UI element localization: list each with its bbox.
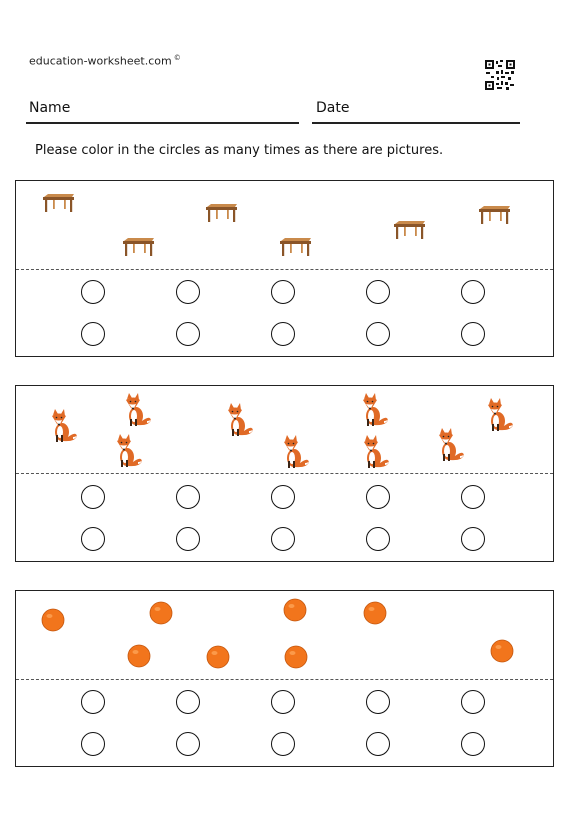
- orange-icon: [206, 645, 230, 673]
- name-label: Name: [29, 100, 71, 116]
- answer-circle[interactable]: [81, 732, 105, 756]
- orange-icon: [284, 645, 308, 673]
- answer-circle[interactable]: [81, 485, 105, 509]
- answer-circle[interactable]: [366, 322, 390, 346]
- fox-icon: [436, 427, 466, 467]
- fox-icon: [281, 434, 311, 474]
- divider: [16, 473, 553, 474]
- site-name: [29, 54, 181, 68]
- site-name-text: education-worksheet.com: [29, 54, 172, 68]
- answer-circle[interactable]: [461, 322, 485, 346]
- answer-circle[interactable]: [461, 485, 485, 509]
- instructions: Please color in the circles as many times as there are pictures.: [35, 143, 444, 158]
- answer-circle[interactable]: [461, 527, 485, 551]
- answer-circle[interactable]: [271, 732, 295, 756]
- answer-circle[interactable]: [81, 322, 105, 346]
- answer-circle[interactable]: [271, 485, 295, 509]
- orange-icon: [127, 644, 151, 672]
- fox-icon: [114, 433, 144, 473]
- divider: [16, 269, 553, 270]
- table-icon: [42, 193, 76, 217]
- fox-icon: [485, 397, 515, 437]
- name-field[interactable]: [26, 122, 299, 124]
- answer-circle[interactable]: [461, 732, 485, 756]
- orange-icon: [490, 639, 514, 667]
- answer-circle[interactable]: [176, 527, 200, 551]
- answer-circle[interactable]: [271, 280, 295, 304]
- orange-icon: [149, 601, 173, 629]
- divider: [16, 679, 553, 680]
- answer-circle[interactable]: [366, 732, 390, 756]
- fox-icon: [225, 402, 255, 442]
- table-icon: [478, 205, 512, 229]
- answer-circle[interactable]: [176, 280, 200, 304]
- answer-circle[interactable]: [81, 280, 105, 304]
- exercise-panel-tables: [15, 180, 554, 357]
- answer-circle[interactable]: [271, 527, 295, 551]
- qr-code-icon: [484, 59, 516, 91]
- answer-circle[interactable]: [176, 732, 200, 756]
- date-field[interactable]: [312, 122, 520, 124]
- answer-circle[interactable]: [366, 690, 390, 714]
- exercise-panel-oranges: [15, 590, 554, 767]
- fox-icon: [123, 392, 153, 432]
- answer-circle[interactable]: [461, 280, 485, 304]
- table-icon: [122, 237, 156, 261]
- picture-area: [16, 591, 553, 679]
- table-icon: [205, 203, 239, 227]
- answer-circle[interactable]: [366, 527, 390, 551]
- answer-circle[interactable]: [81, 527, 105, 551]
- orange-icon: [283, 598, 307, 626]
- answer-circle[interactable]: [176, 690, 200, 714]
- date-label: Date: [316, 100, 350, 116]
- answer-circle[interactable]: [271, 690, 295, 714]
- orange-icon: [41, 608, 65, 636]
- picture-area: [16, 181, 553, 269]
- answer-circle[interactable]: [176, 485, 200, 509]
- table-icon: [393, 220, 427, 244]
- answer-circle[interactable]: [81, 690, 105, 714]
- answer-circle[interactable]: [366, 280, 390, 304]
- orange-icon: [363, 601, 387, 629]
- answer-circle[interactable]: [461, 690, 485, 714]
- answer-circle[interactable]: [176, 322, 200, 346]
- picture-area: [16, 386, 553, 473]
- exercise-panel-foxes: [15, 385, 554, 562]
- answer-circle[interactable]: [271, 322, 295, 346]
- fox-icon: [361, 434, 391, 474]
- fox-icon: [360, 392, 390, 432]
- table-icon: [279, 237, 313, 261]
- answer-circle[interactable]: [366, 485, 390, 509]
- fox-icon: [49, 408, 79, 448]
- copyright-symbol: ©: [173, 54, 181, 62]
